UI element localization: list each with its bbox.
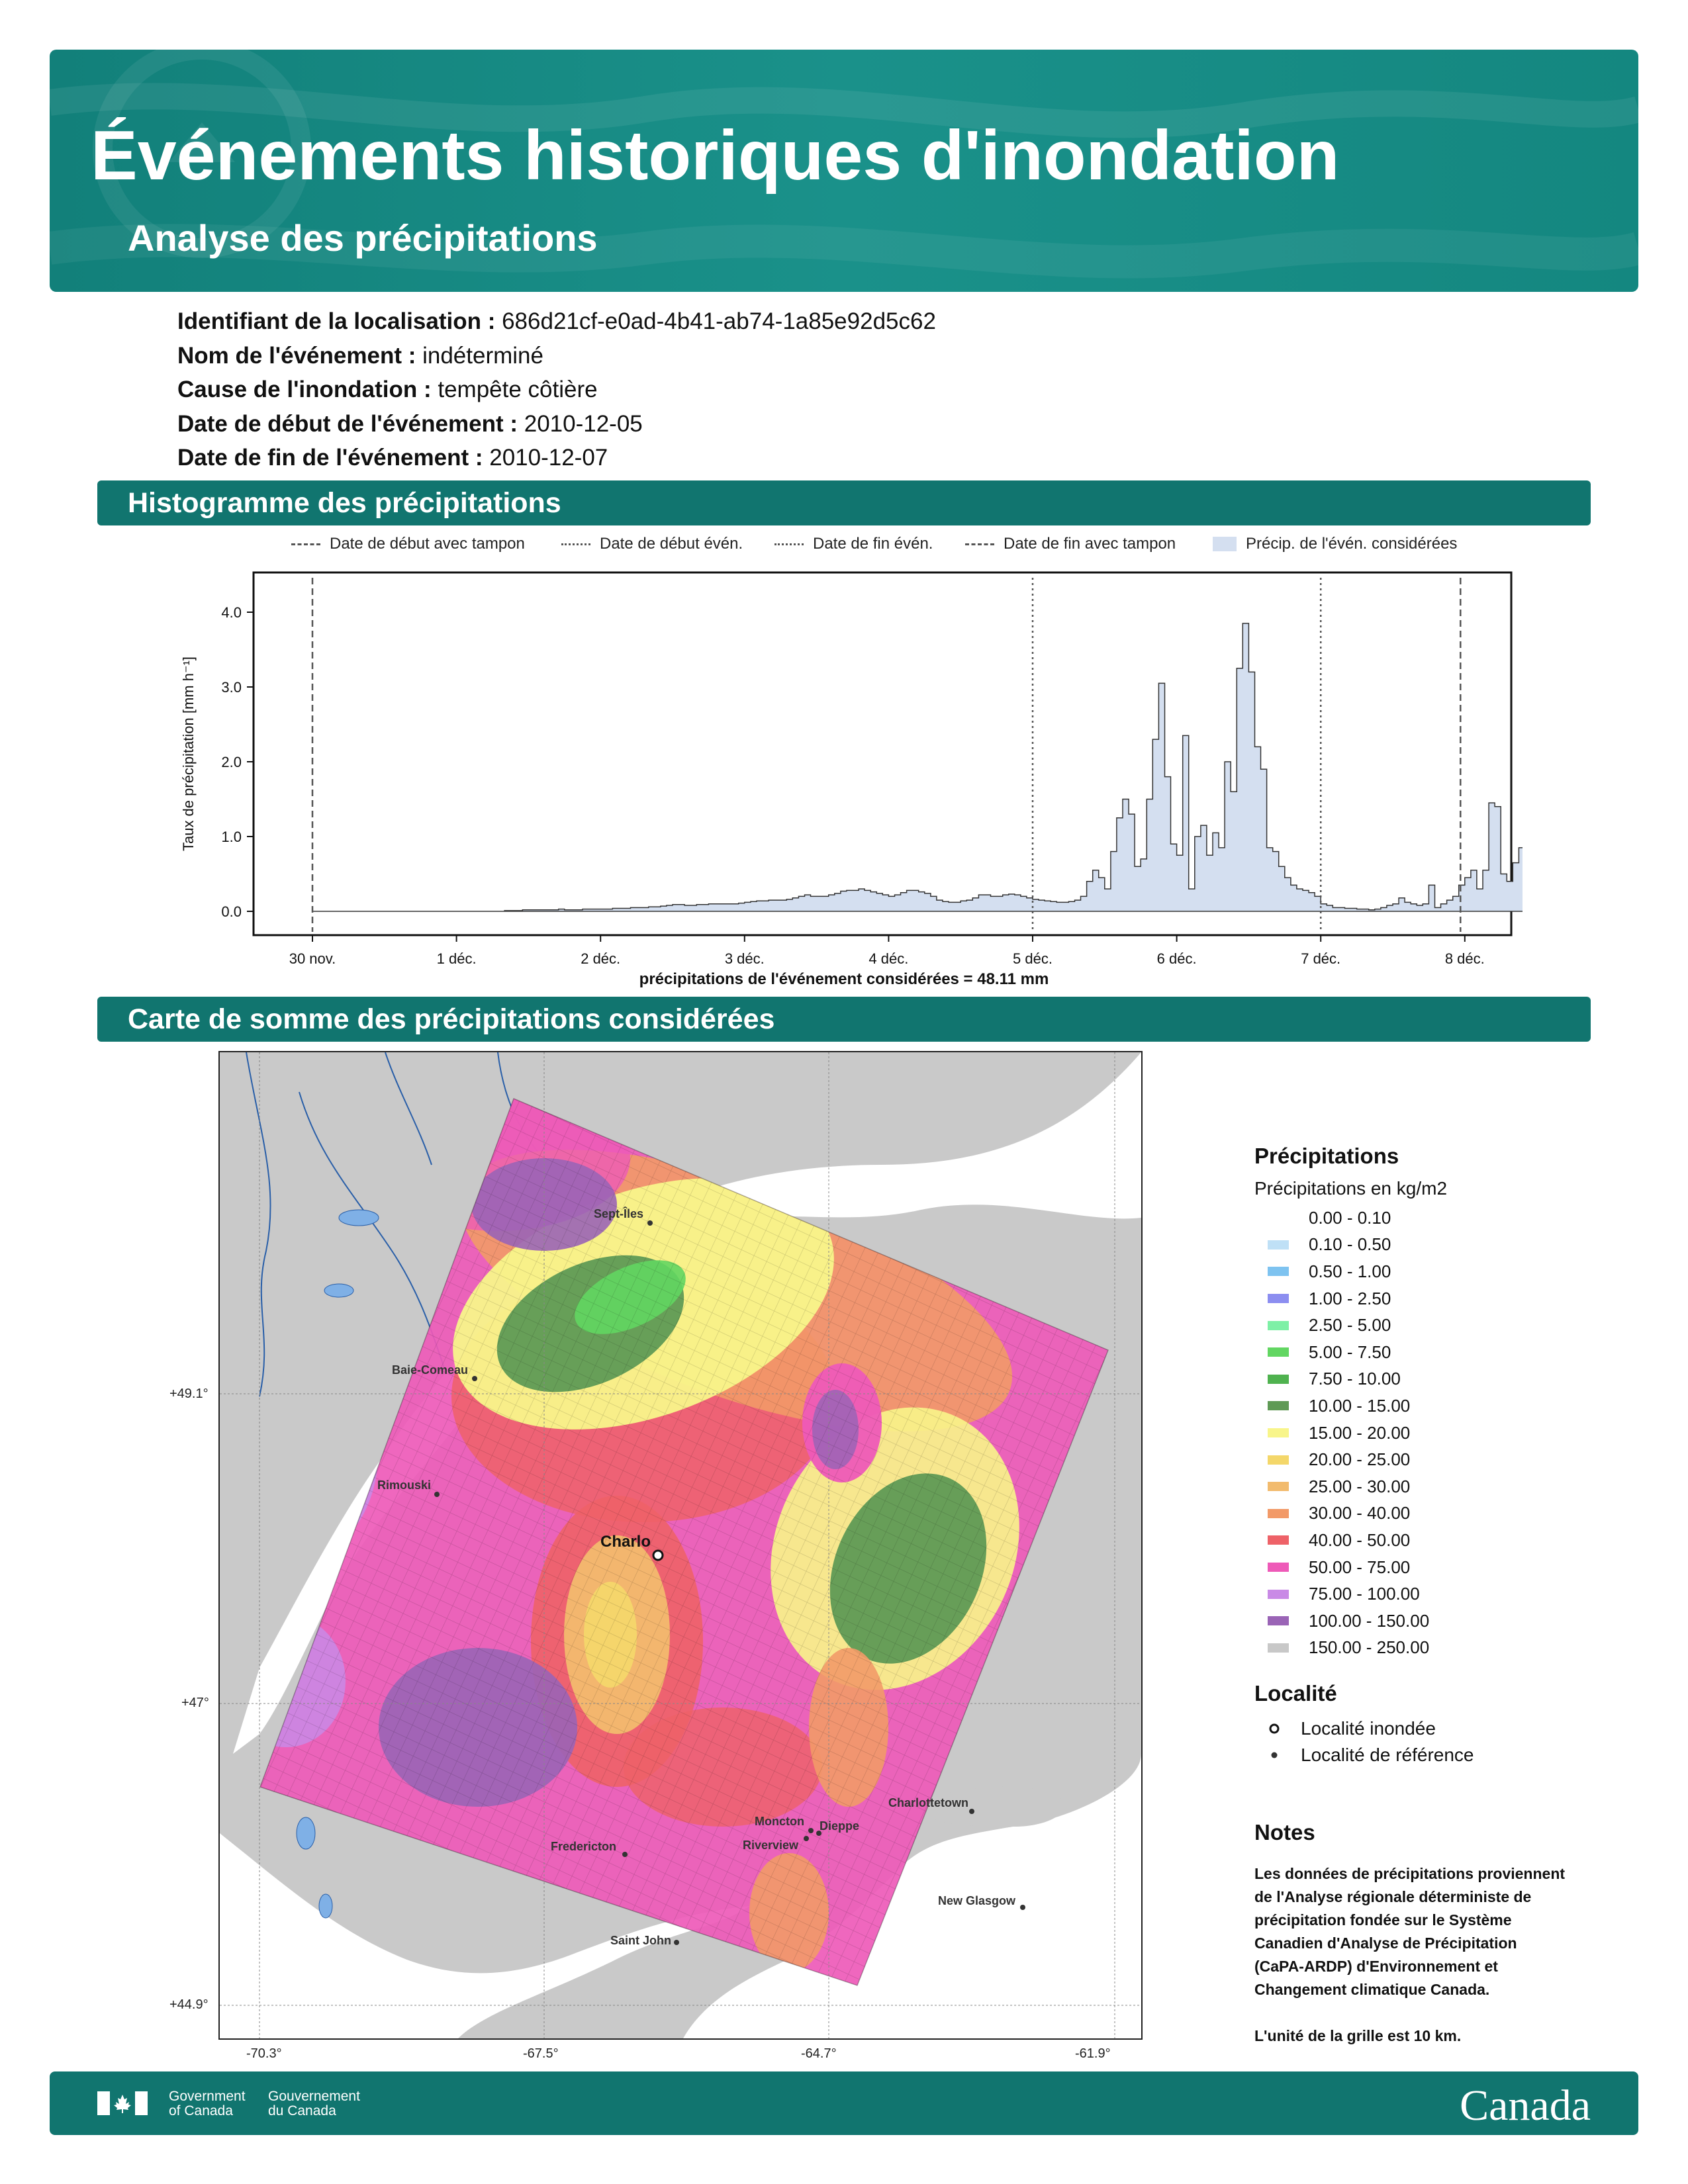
x-tick-label: 1 déc. — [436, 950, 477, 967]
y-tick-label: 2.0 — [221, 754, 242, 770]
legend-class-label: 0.00 - 0.10 — [1309, 1207, 1391, 1228]
lat-label: +44.9° — [169, 1997, 209, 2012]
legend-class — [1254, 1500, 1447, 1527]
x-tick-label: 8 déc. — [1444, 950, 1485, 967]
color-swatch — [1268, 1482, 1289, 1491]
color-swatch — [1268, 1294, 1289, 1303]
legend-class-label: 10.00 - 15.00 — [1309, 1395, 1411, 1416]
info-row-location-id — [177, 304, 936, 339]
legend-class-label: 0.50 - 1.00 — [1309, 1261, 1391, 1281]
legend-flooded — [1254, 1715, 1474, 1742]
legend-class — [1254, 1554, 1447, 1581]
page-title: Événements historiques d'inondation — [91, 116, 1340, 195]
legend-event-end — [774, 535, 933, 553]
legend-label: Précip. de l'évén. considérées — [1246, 535, 1458, 553]
notes-line: Les données de précipitations proviennent — [1254, 1865, 1566, 1882]
place-label: Moncton — [755, 1815, 804, 1828]
page-subtitle: Analyse des précipitations — [128, 217, 598, 259]
place-marker — [1020, 1905, 1025, 1910]
lon-label: -64.7° — [801, 2046, 837, 2061]
legend-class — [1254, 1258, 1447, 1285]
legend-considered — [1213, 535, 1457, 553]
legend-class — [1254, 1339, 1447, 1366]
place-label: Baie-Comeau — [392, 1363, 469, 1377]
legend-reference — [1254, 1742, 1474, 1768]
dashed-line-icon — [291, 543, 320, 545]
info-row-end-date — [177, 441, 936, 475]
y-axis-label: Taux de précipitation [mm h⁻¹] — [180, 656, 197, 852]
place-label: Riverview — [743, 1839, 799, 1852]
notes-text — [1254, 1862, 1612, 2048]
y-tick-label: 3.0 — [221, 679, 242, 696]
color-swatch — [1268, 1455, 1289, 1465]
legend-class-label: 100.00 - 150.00 — [1309, 1610, 1430, 1631]
y-tick-label: 4.0 — [221, 604, 242, 621]
place-marker — [647, 1220, 653, 1226]
gov-en — [169, 2089, 246, 2118]
color-swatch — [1268, 1616, 1289, 1625]
info-label: Date de début de l'événement : — [177, 410, 518, 437]
x-tick-label: 3 déc. — [724, 950, 765, 967]
legend-class — [1254, 1232, 1447, 1259]
header-banner — [50, 50, 1638, 292]
gov-en-line: Government — [169, 2089, 246, 2104]
legend-class-label: 20.00 - 25.00 — [1309, 1449, 1411, 1470]
place-label: Dieppe — [820, 1819, 860, 1833]
dot-icon — [1254, 1751, 1294, 1760]
event-total: précipitations de l'événement considérées = 48.11 mm — [639, 970, 1049, 988]
notes-line: précipitation fondée sur le Système — [1254, 1911, 1512, 1929]
x-tick-label: 6 déc. — [1156, 950, 1197, 967]
x-tick-label: 4 déc. — [868, 950, 909, 967]
section-header-histogram: Histogramme des précipitations — [97, 480, 1591, 525]
color-swatch — [1268, 1375, 1289, 1384]
color-swatch — [1268, 1590, 1289, 1599]
color-swatch — [1268, 1347, 1289, 1357]
map-canvas — [220, 1052, 1141, 2038]
color-swatch — [1268, 1240, 1289, 1250]
info-row-event-name — [177, 339, 936, 373]
event-info — [177, 304, 936, 475]
legend-label: Date de début avec tampon — [330, 535, 525, 553]
color-swatch — [1268, 1509, 1289, 1518]
y-tick-label: 0.0 — [221, 903, 242, 920]
info-label: Identifiant de la localisation : — [177, 308, 496, 334]
notes-line: Changement climatique Canada. — [1254, 1981, 1490, 1998]
legend-class — [1254, 1527, 1447, 1554]
place-marker — [472, 1376, 477, 1381]
notes-title: Notes — [1254, 1820, 1315, 1844]
gov-fr — [268, 2089, 360, 2118]
info-label: Date de fin de l'événement : — [177, 445, 483, 471]
lon-label: -67.5° — [523, 2046, 559, 2061]
legend-class-label: 25.00 - 30.00 — [1309, 1476, 1411, 1496]
legend-class-label: 15.00 - 20.00 — [1309, 1422, 1411, 1443]
legend-class — [1254, 1420, 1447, 1447]
x-tick-label: 2 déc. — [581, 950, 621, 967]
legend-class-label: 30.00 - 40.00 — [1309, 1503, 1411, 1524]
legend-class-label: 150.00 - 250.00 — [1309, 1637, 1430, 1658]
legend-class — [1254, 1366, 1447, 1393]
legend-label: Date de fin avec tampon — [1004, 535, 1176, 553]
place-label: Fredericton — [551, 1840, 617, 1853]
gov-fr-line: Gouvernement — [268, 2089, 360, 2104]
lat-label: +49.1° — [169, 1387, 209, 1401]
place-marker — [622, 1852, 628, 1857]
color-swatch — [1268, 1535, 1289, 1545]
locality-legend — [1254, 1681, 1474, 1768]
info-value: tempête côtière — [438, 377, 598, 402]
color-swatch — [1268, 1563, 1289, 1572]
place-marker — [804, 1836, 809, 1841]
legend-class — [1254, 1312, 1447, 1339]
legend-class — [1254, 1608, 1447, 1635]
legend-class-label: 50.00 - 75.00 — [1309, 1557, 1411, 1577]
info-row-start-date — [177, 407, 936, 441]
section-header-map: Carte de somme des précipitations considérées — [97, 997, 1591, 1042]
info-value: 2010-12-07 — [489, 445, 608, 471]
color-swatch — [1268, 1643, 1289, 1653]
legend-title: Précipitations — [1254, 1144, 1399, 1168]
color-swatch — [1268, 1401, 1289, 1410]
legend-class — [1254, 1392, 1447, 1420]
place-marker — [969, 1809, 974, 1814]
place-label: Sept-Îles — [594, 1207, 644, 1220]
color-swatch — [1268, 1321, 1289, 1330]
info-value: 686d21cf-e0ad-4b41-ab74-1a85e92d5c62 — [502, 308, 936, 334]
place-marker — [674, 1940, 679, 1945]
legend-class — [1254, 1473, 1447, 1500]
notes-line: L'unité de la grille est 10 km. — [1254, 2027, 1462, 2044]
color-swatch — [1268, 1213, 1289, 1222]
info-value: indéterminé — [422, 342, 543, 369]
footer — [50, 2071, 1638, 2135]
info-label: Nom de l'événement : — [177, 342, 416, 369]
lat-label: +47° — [181, 1696, 209, 1710]
legend-buffer-end — [965, 535, 1176, 553]
precipitation-map[interactable] — [218, 1051, 1143, 2040]
place-label: New Glasgow — [938, 1894, 1016, 1907]
place-label: Rimouski — [377, 1479, 432, 1492]
x-tick-label: 7 déc. — [1301, 950, 1341, 967]
place-label: Charlottetown — [888, 1796, 968, 1809]
info-label: Cause de l'inondation : — [177, 377, 432, 402]
place-label: Charlo — [600, 1533, 651, 1551]
legend-class-label: 40.00 - 50.00 — [1309, 1529, 1411, 1550]
notes-line: de l'Analyse régionale déterministe de — [1254, 1888, 1532, 1905]
legend-title: Localité — [1254, 1681, 1337, 1706]
notes — [1254, 1820, 1612, 2048]
x-tick-label: 30 nov. — [289, 950, 336, 967]
legend-buffer-start — [291, 535, 525, 553]
place-label: Saint John — [610, 1934, 672, 1947]
dashed-line-icon — [965, 543, 994, 545]
y-tick-label: 1.0 — [221, 829, 242, 845]
legend-class-label: 7.50 - 10.00 — [1309, 1369, 1401, 1389]
dotted-line-icon — [561, 543, 590, 545]
legend-unit: Précipitations en kg/m2 — [1254, 1178, 1448, 1199]
legend-class-label: 0.10 - 0.50 — [1309, 1234, 1391, 1255]
gov-fr-line: du Canada — [268, 2103, 336, 2118]
info-value: 2010-12-05 — [524, 410, 643, 437]
x-tick-label: 5 déc. — [1013, 950, 1053, 967]
precipitation-legend — [1254, 1144, 1447, 1661]
legend-event-start — [561, 535, 743, 553]
color-swatch — [1268, 1428, 1289, 1437]
filled-box-icon — [1213, 537, 1237, 551]
precipitation-histogram — [159, 563, 1523, 969]
flooded-place-marker — [653, 1551, 663, 1560]
legend-class — [1254, 1205, 1447, 1232]
open-circle-icon — [1254, 1723, 1294, 1735]
legend-label: Localité de référence — [1301, 1745, 1474, 1765]
notes-line: Canadien d'Analyse de Précipitation — [1254, 1934, 1517, 1952]
legend-class-label: 75.00 - 100.00 — [1309, 1584, 1420, 1604]
legend-class-label: 2.50 - 5.00 — [1309, 1315, 1391, 1336]
legend-label: Date de début évén. — [600, 535, 743, 553]
place-marker — [808, 1828, 814, 1833]
legend-class — [1254, 1446, 1447, 1473]
legend-class-label: 5.00 - 7.50 — [1309, 1342, 1391, 1362]
legend-class — [1254, 1285, 1447, 1312]
info-row-cause — [177, 373, 936, 407]
legend-label: Date de fin évén. — [813, 535, 933, 553]
notes-line — [1254, 2001, 1612, 2025]
legend-class — [1254, 1635, 1447, 1662]
legend-class — [1254, 1580, 1447, 1608]
gov-en-line: of Canada — [169, 2103, 233, 2118]
canada-wordmark: Canada — [1460, 2081, 1591, 2130]
lon-label: -61.9° — [1075, 2046, 1111, 2061]
lon-label: -70.3° — [246, 2046, 282, 2061]
dotted-line-icon — [774, 543, 804, 545]
canada-flag-icon — [97, 2091, 148, 2115]
legend-class-label: 1.00 - 2.50 — [1309, 1288, 1391, 1308]
color-swatch — [1268, 1267, 1289, 1276]
place-marker — [434, 1492, 440, 1497]
notes-line: (CaPA-ARDP) d'Environnement et — [1254, 1958, 1498, 1975]
legend-label: Localité inondée — [1301, 1718, 1436, 1739]
plot-frame — [254, 572, 1511, 935]
